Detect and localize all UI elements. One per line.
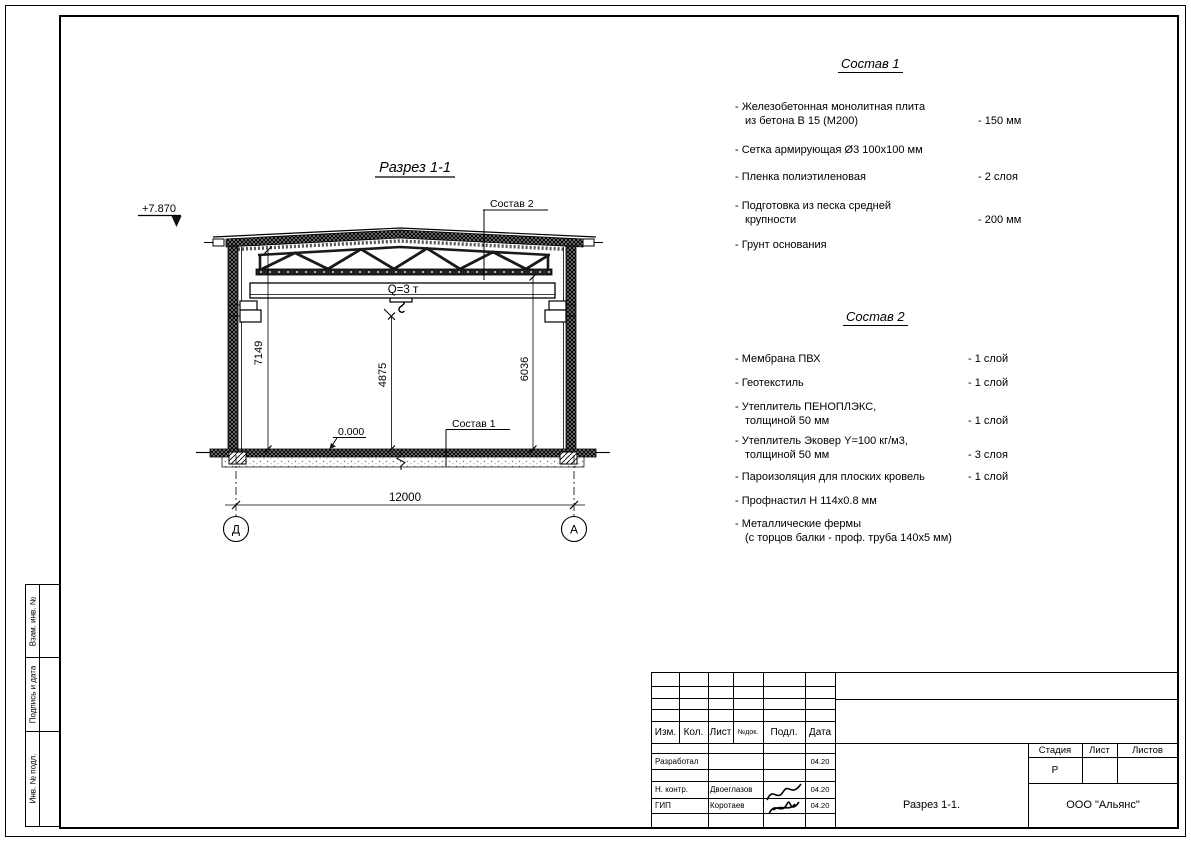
axis-left (224, 517, 249, 542)
dimension-4875 (377, 313, 395, 453)
spec-item: - Грунт основания (735, 239, 827, 251)
dim-right-value: 6036 (519, 356, 531, 382)
stamp-col-izm: Изм. (654, 726, 677, 738)
stamp-col-podl: Подл. (770, 726, 798, 738)
stamp-stage-value: Р (1051, 764, 1059, 776)
zero-level-mark (330, 426, 367, 449)
roof-truss (256, 247, 552, 275)
stamp-date-2: 04.20 (810, 785, 830, 794)
crane-capacity-label: Q=3 т (387, 284, 419, 296)
column-left (228, 246, 238, 452)
margin-label-inv: Инв. № подл. (28, 753, 37, 804)
walls (228, 246, 576, 452)
title-block (651, 672, 1179, 828)
spec-item: - Железобетонная монолитная плита из бетона В 15 (М200) - 150 мм (735, 101, 1022, 127)
spec-item: - Пароизоляция для плоских кровель - 1 слой (735, 471, 1009, 483)
spec-item: - Геотекстиль - 1 слой (735, 377, 1009, 389)
stamp-date-3: 04.20 (810, 801, 830, 810)
stamp-col-kol: Кол. (683, 726, 704, 738)
stamp-role-nkontr: Н. контр. (655, 785, 689, 794)
stamp-col-data: Дата (808, 726, 832, 738)
stamp-col-list: Лист (709, 726, 732, 738)
callout-floor-label: Состав 1 (452, 418, 496, 430)
stamp-role-razrabotal: Разработал (655, 756, 699, 766)
spec1-title: Состав 1 (838, 56, 903, 73)
stamp-doc-title: Разрез 1-1. (902, 799, 961, 811)
crane-hook-icon (399, 302, 405, 312)
zero-level-value: 0.000 (338, 426, 365, 438)
stamp-col-ndok: №док. (737, 728, 759, 736)
signature (763, 776, 805, 820)
dim-span-value: 12000 (389, 492, 421, 504)
stamp-list-header: Лист (1089, 744, 1110, 756)
spec-item: - Профнастил Н 114х0.8 мм (735, 495, 877, 507)
margin-strip (25, 584, 60, 827)
callout-roof-label: Состав 2 (490, 198, 534, 210)
stamp-company: ООО "Альянс" (1066, 799, 1140, 811)
elevation-value: +7.870 (142, 203, 176, 215)
floor (196, 449, 610, 470)
view-title: Разрез 1-1 (379, 160, 451, 176)
stamp-listov-header: Листов (1132, 744, 1163, 756)
spec-item: - Мембрана ПВХ - 1 слой (735, 353, 1009, 365)
stamp-name-nkontr: Двоеглазов (710, 785, 753, 794)
spec-item: - Пленка полиэтиленовая - 2 слоя (735, 171, 1019, 183)
dim-left-value: 7149 (253, 340, 265, 366)
axis-left-label: Д (231, 522, 241, 537)
crane-beam (250, 283, 555, 320)
spec2-title: Состав 2 (843, 309, 908, 326)
section-drawing (130, 150, 620, 550)
axis-right-label: А (569, 522, 579, 537)
elevation-mark (138, 203, 182, 227)
spec-item: - Подготовка из песка средней крупности - 200 мм (735, 200, 1022, 226)
stamp-name-gip: Коротаев (710, 801, 745, 810)
dimension-7149 (253, 247, 272, 453)
spec-item: - Металлические фермы (с торцов балки - проф. труба 140х5 мм) (735, 518, 952, 544)
stamp-stadia-header: Стадия (1038, 744, 1072, 756)
eave-cap-left (213, 239, 224, 246)
footing-right (560, 452, 577, 464)
spec-item: - Сетка армирующая Ø3 100х100 мм (735, 144, 923, 156)
eave-cap-right (583, 239, 594, 246)
elevation-arrow-icon (172, 216, 182, 227)
column-right (566, 246, 576, 452)
corbels (228, 301, 576, 322)
axis-right (562, 517, 587, 542)
dimension-6036 (519, 274, 537, 453)
stamp-date-1: 04.20 (810, 756, 830, 766)
spec-item: - Утеплитель ПЕНОПЛЭКС, толщиной 50 мм - 1 слой (735, 401, 1009, 427)
strip-divider (39, 585, 40, 826)
margin-label-podpis: Подпись и дата (28, 665, 38, 723)
footing-left (229, 452, 246, 464)
stamp-role-gip: ГИП (655, 801, 671, 810)
spec-item: - Утеплитель Эковер Y=100 кг/м3, толщиной 50 мм - 3 слоя (735, 435, 1009, 461)
margin-label-vzam: Взам. инв. № (28, 596, 37, 646)
dim-center-value: 4875 (377, 362, 389, 388)
